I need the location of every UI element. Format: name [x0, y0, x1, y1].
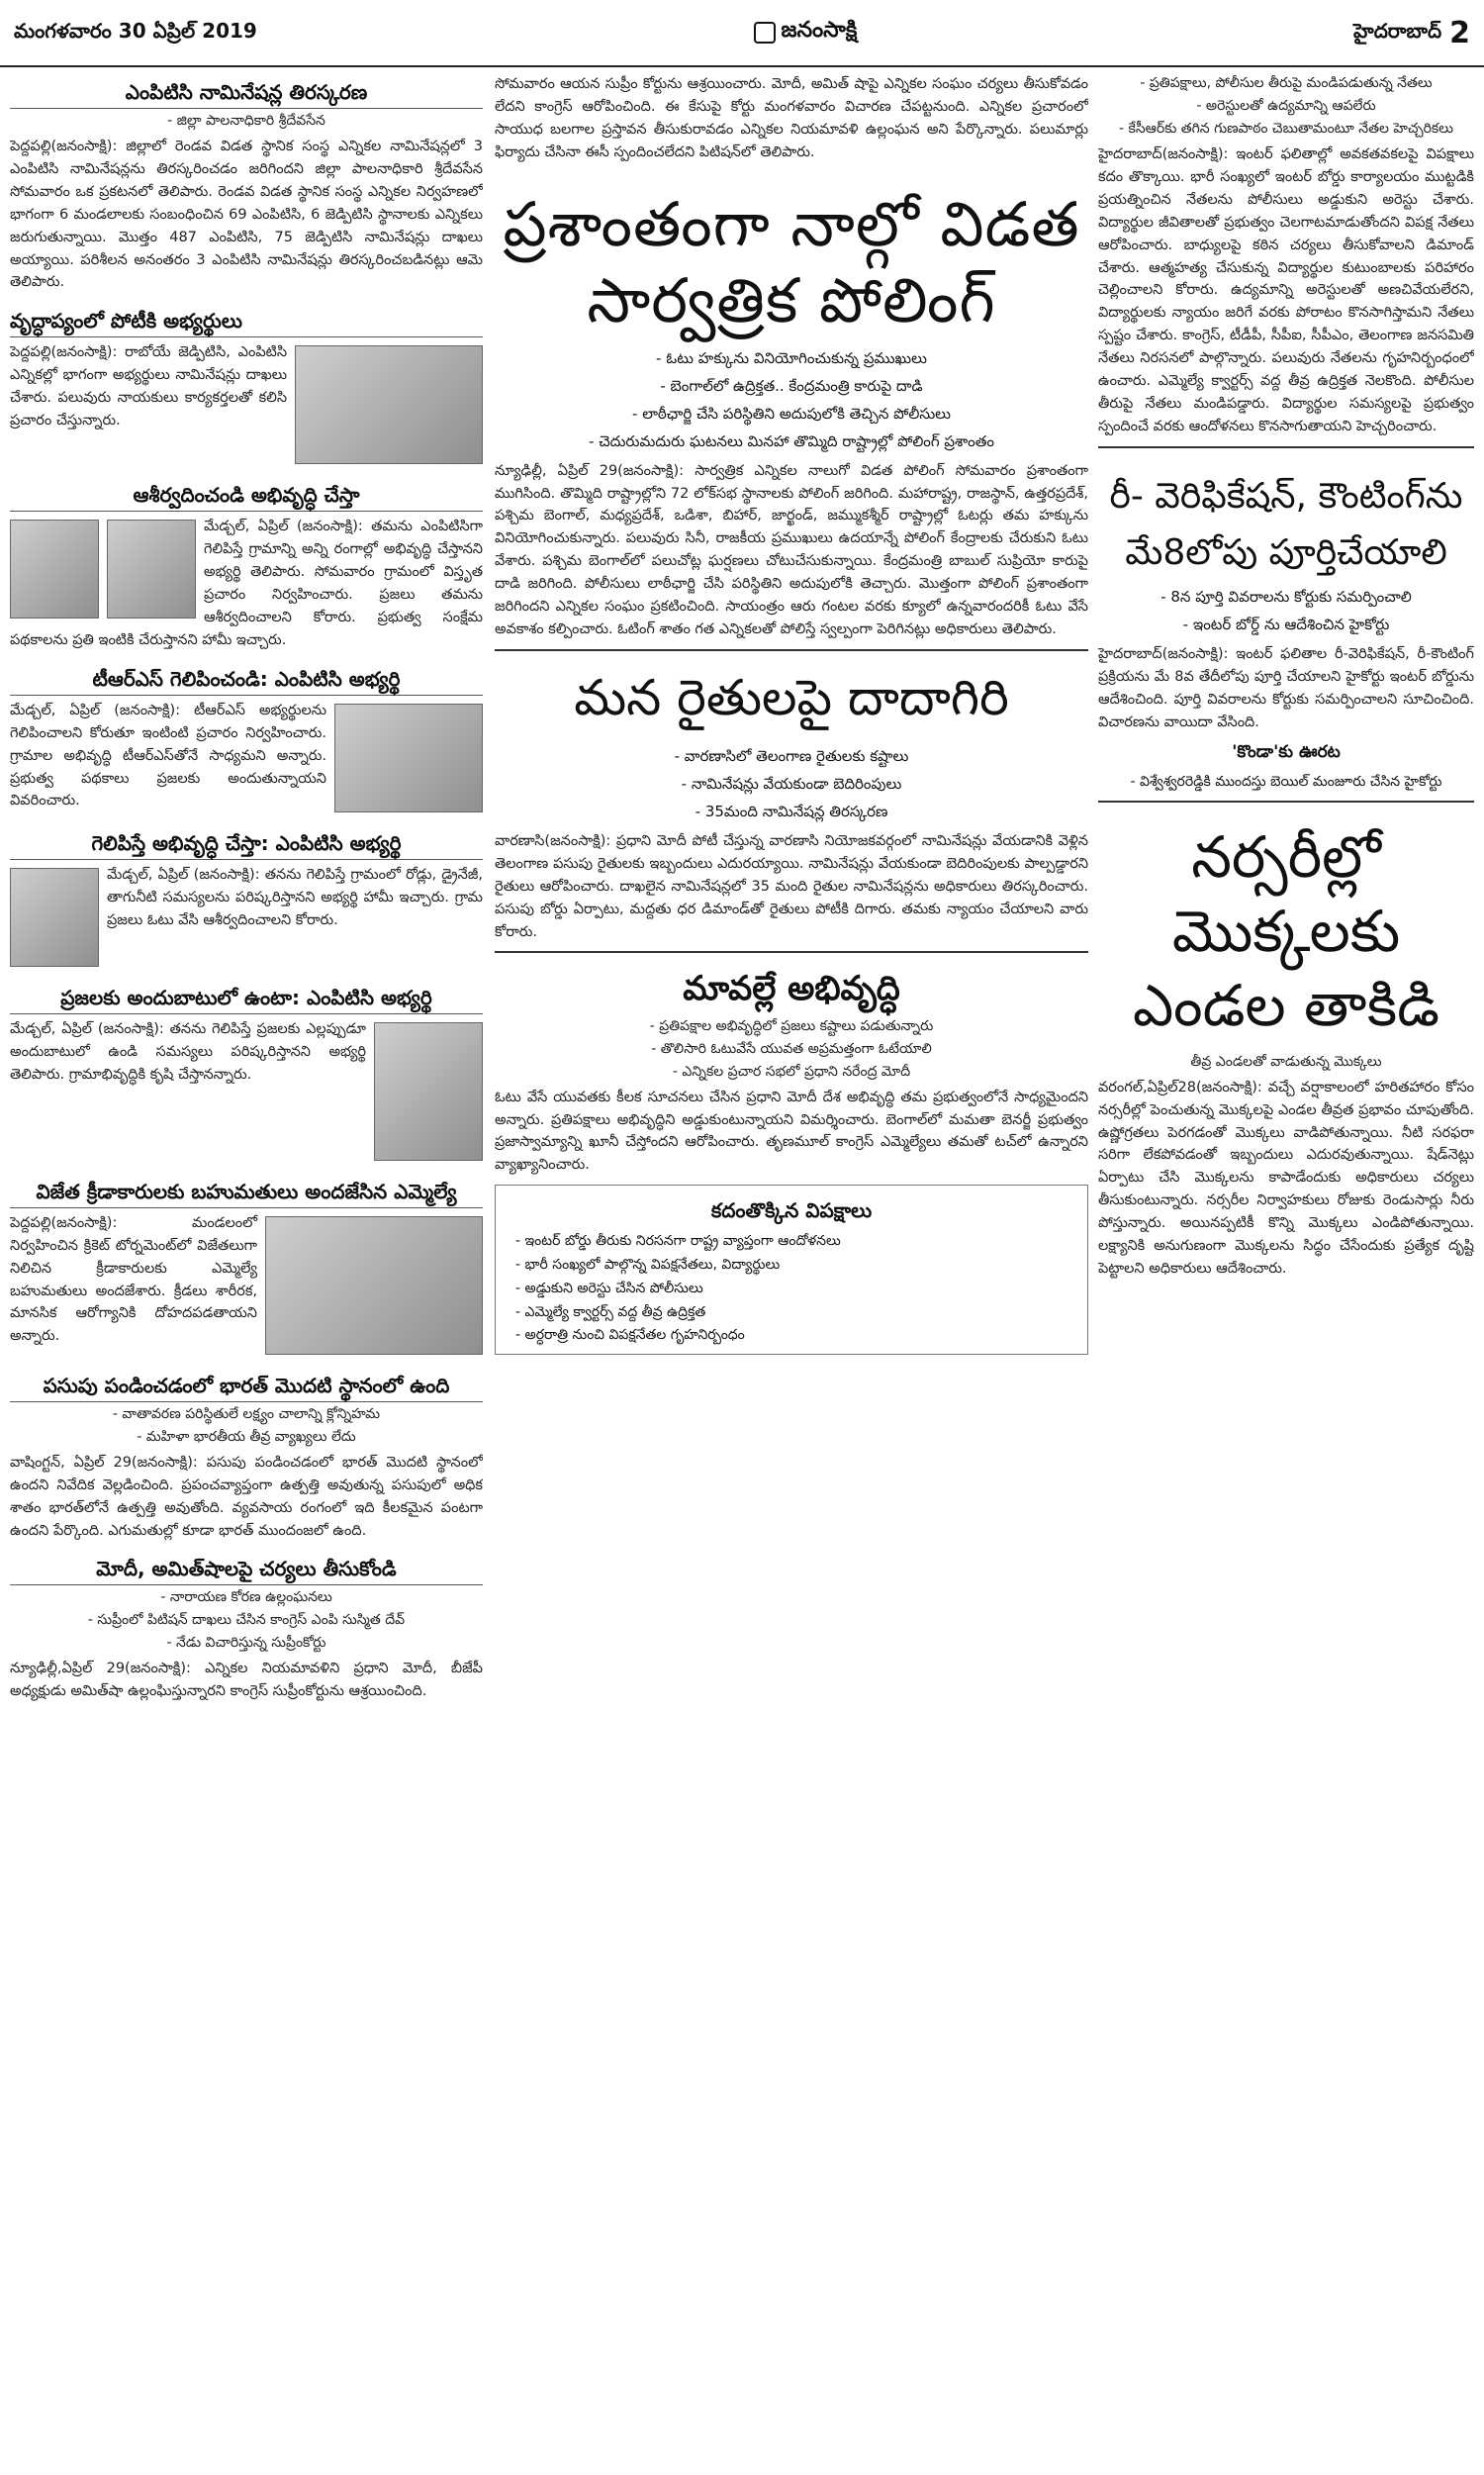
article-modi-shah-action	[10, 1550, 483, 1703]
page-number: 2	[1449, 15, 1470, 50]
article-accessible	[10, 979, 483, 1165]
masthead	[0, 0, 1484, 67]
paper-logo-icon	[754, 22, 776, 44]
article-subhead: - సుప్రీంలో పిటిషన్ దాఖలు చేసిన కాంగ్రెస్ ఎంపి సుస్మిత దేవ్	[87, 1612, 406, 1629]
article-turmeric	[10, 1367, 483, 1543]
article-reverification	[1098, 456, 1474, 734]
article-headline: నర్సరీల్లో మొక్కలకు ఎండల తాకిడి	[1132, 822, 1440, 1040]
article-development	[495, 961, 1088, 1177]
article-headline: విజేత క్రీడాకారులకు బహుమతులు అందజేసిన ఎమ్మెల్యే	[10, 1179, 483, 1208]
article-body: వరంగల్,ఏప్రిల్28(జనంసాక్షి): వచ్చే వర్షాకాలంలో హరితహారం కోసం నర్సరీల్లో పెంచుతున్న మొక్కలపై ఎండల తీవ్రత ప్రభావం చూపుతోంది. ఉష్ణోగ్రతలు పెరగడంతో మొక్కలు వాడిపోతున్నాయి. నీటి సరఫరా సరిగా లేకపోవడంతో ఇబ్బందులు ఎదురవుతున్నాయి. షేడ్‌నెట్లు ఏర్పాటు చేసి మొక్కలను కాపాడేందుకు అధికారులు చర్యలు తీసుకుంటున్నారు. నర్సరీల నిర్వాహకులు రోజుకు రెండుసార్లు నీరు పోస్తున్నారు. అయినప్పటికీ కొన్ని మొక్కలు ఎండిపోతున్నాయి. లక్ష్యానికి అనుగుణంగా మొక్కలను సిద్ధం చేసేందుకు ప్రత్యేక దృష్టి పెట్టాలని అధికారులు ఆదేశించారు.	[1098, 1079, 1474, 1278]
list-item: - ఎమ్మెల్యే క్వార్టర్స్ వద్ద తీవ్ర ఉద్రిక్తత	[515, 1301, 1077, 1325]
news-photo	[334, 704, 483, 812]
section-divider	[495, 951, 1088, 953]
paper-name	[754, 18, 858, 48]
article-headline: మన రైతులపై దాదాగిరి	[574, 668, 1009, 726]
article-body: పెద్దపల్లి(జనంసాక్షి): రాబోయే జెడ్పిటిసి, ఎంపిటిసి ఎన్నికల్లో భాగంగా అభ్యర్థులు నామినేషన్లు దాఖలు చేశారు. పలువురు నాయకులు కార్యకర్తలతో కలిసి ప్రచారం చేస్తున్నారు.	[10, 344, 287, 429]
article-body: మేడ్చల్, ఏప్రిల్ (జనంసాక్షి): తమను ఎంపిటిసిగా గెలిపిస్తే గ్రామాన్ని అన్ని రంగాల్లో అభివృద్ధి చేస్తానని అభ్యర్థి తెలిపారు. సోమవారం గ్రామంలో విస్తృత ప్రచారం నిర్వహించారు. ప్రజలు తమను ఆశీర్వదించాలని కోరారు. ప్రభుత్వ సంక్షేమ పథకాలను ప్రతి ఇంటికి చేరుస్తానని హామీ ఇచ్చారు.	[10, 519, 483, 648]
article-farmers	[495, 659, 1088, 944]
article-headline: వృద్ధాప్యంలో పోటీకి అభ్యర్థులు	[10, 308, 483, 337]
headline-point: - బెంగాల్‌లో ఉద్రిక్తత.. కేంద్రమంత్రి కారుపై దాడి	[660, 376, 923, 395]
article-candidates	[10, 302, 483, 468]
article-body: మేడ్చల్, ఏప్రిల్ (జనంసాక్షి): తనను గెలిపిస్తే ప్రజలకు ఎల్లప్పుడూ అందుబాటులో ఉండి సమస్యలు పరిష్కరిస్తానని అభ్యర్థి తెలిపారు. గ్రామాభివృద్ధికి కృషి చేస్తానన్నారు.	[10, 1020, 366, 1083]
article-byline: - జిల్లా పాలనాధికారి శ్రీదేవసేన	[167, 113, 325, 129]
headline-point: - ఓటు హక్కును వినియోగించుకున్న ప్రముఖులు	[656, 348, 927, 367]
lead-headline: ప్రశాంతంగా నాల్గో విడత సార్వత్రిక పోలింగ్	[503, 187, 1080, 337]
list-item: - భారీ సంఖ్యలో పాల్గొన్న విపక్షనేతలు, విద్యార్థులు	[515, 1254, 1077, 1278]
article-nursery	[1098, 810, 1474, 1281]
article-body: న్యూఢిల్లీ, ఏప్రిల్ 29(జనంసాక్షి): సార్వత్రిక ఎన్నికల నాలుగో విడత పోలింగ్ సోమవారం ప్రశాంతంగా ముగిసింది. తొమ్మిది రాష్ట్రాల్లోని 72 లోక్‌సభ స్థానాలకు పోలింగ్ జరిగింది. మహారాష్ట్ర, రాజస్థాన్, ఉత్తరప్రదేశ్, పశ్చిమ బెంగాల్, మధ్యప్రదేశ్, ఒడిశా, బిహార్, జార్ఖండ్, జమ్ముకశ్మీర్ రాష్ట్రాల్లో ఓటర్లు తమ హక్కును వినియోగించుకున్నారు. పలువురు సినీ, రాజకీయ ప్రముఖులు ఉదయాన్నే పోలింగ్ కేంద్రాలకు చేరుకుని ఓటు వేశారు. పశ్చిమ బెంగాల్‌లో పలుచోట్ల ఘర్షణలు చోటుచేసుకున్నాయి. కేంద్రమంత్రి బాబుల్ సుప్రియో కారుపై దాడి జరిగింది. పోలీసులు లాఠీఛార్జి చేసి పరిస్థితిని అదుపులోకి తెచ్చారు. మొత్తంగా పోలింగ్ ప్రశాంతంగా జరిగిందని ఎన్నికల సంఘం ప్రకటించింది. సాయంత్రం ఆరు గంటల వరకు క్యూలో ఉన్నవారందరికీ ఓటు వేసే అవకాశం కల్పించారు. ఓటింగ్ శాతం గత ఎన్నికలతో పోలిస్తే స్వల్పంగా పెరిగినట్లు అధికారులు తెలిపారు.	[495, 462, 1088, 637]
headline-point: - 35మంది నామినేషన్ల తిరస్కరణ	[695, 802, 888, 820]
section-divider	[495, 649, 1088, 651]
article-body: మేడ్చల్, ఏప్రిల్ (జనంసాక్షి): టీఆర్ఎస్ అభ్యర్థులను గెలిపించాలని కోరుతూ ఇంటింటి ప్రచారం నిర్వహించారు. గ్రామాల అభివృద్ధి టీఆర్ఎస్‌తోనే సాధ్యమని అన్నారు. ప్రభుత్వ పథకాలు ప్రజలకు అందుతున్నాయని వివరించారు.	[10, 702, 326, 809]
list-item: - అడ్డుకుని అరెస్టు చేసిన పోలీసులు	[515, 1278, 1077, 1301]
article-body: వారణాసి(జనంసాక్షి): ప్రధాని మోదీ పోటీ చేస్తున్న వారణాసి నియోజకవర్గంలో నామినేషన్లు వేయడానికి వెళ్లిన తెలంగాణ పసుపు రైతులకు ఇబ్బందులు ఎదురయ్యాయి. నామినేషన్లు వేయకుండా బెదిరింపులకు పాల్పడ్డారని రైతులు ఆరోపించారు. దాఖలైన నామినేషన్లలో 35 మంది రైతుల నామినేషన్లను అధికారులు తిరస్కరించారు. పసుపు బోర్డు ఏర్పాటు, మద్దతు ధర డిమాండ్‌తో రైతులు పోటీకి దిగారు. తమకు న్యాయం చేయాలని వారు కోరారు.	[495, 832, 1088, 940]
article-body: న్యూఢిల్లీ,ఏప్రిల్ 29(జనంసాక్షి): ఎన్నికల నియమావళిని ప్రధాని మోదీ, బీజేపీ అధ్యక్షుడు అమిత్‌షా ఉల్లంఘిస్తున్నారని కాంగ్రెస్ సుప్రీంకోర్టును ఆశ్రయించింది.	[10, 1661, 483, 1700]
article-subhead: - అరెస్టులతో ఉద్యమాన్ని ఆపలేరు	[1196, 98, 1376, 114]
headline-point: - వారణాసిలో తెలంగాణ రైతులకు కష్టాలు	[674, 746, 909, 765]
article-subhead: - కేసీఆర్‌కు తగిన గుణపాఠం చెబుతామంటూ నేతల హెచ్చరికలు	[1119, 121, 1453, 137]
headline-point: - 8న పూర్తి వివరాలను కోర్టుకు సమర్పించాలి	[1160, 587, 1412, 606]
box-list	[506, 1230, 1077, 1348]
edition-city: హైదరాబాద్	[1353, 18, 1442, 43]
article-polling	[495, 172, 1088, 641]
list-item: - అర్ధరాత్రి నుంచి విపక్షనేతల గృహనిర్బంధం	[515, 1324, 1077, 1348]
article-subhead: - నారాయణ కోరణ ఉల్లంఘనలు	[160, 1589, 332, 1606]
candidate-photo	[374, 1022, 483, 1161]
article-headline: రీ- వెరిఫికేషన్, కౌంటింగ్‌ను మే8లోపు పూర్తిచేయాలి	[1109, 475, 1463, 574]
article-subhead: - ఎన్నికల ప్రచార సభలో ప్రధాని నరేంద్ర మోదీ	[672, 1063, 911, 1080]
headline-point: - ఇంటర్ బోర్డ్ ను ఆదేశించిన హైకోర్టు	[1182, 615, 1390, 633]
article-subhead: తీవ్ర ఎండలతో వాడుతున్న మొక్కలు	[1190, 1053, 1382, 1070]
article-mptc-rejection	[10, 73, 483, 294]
box-title: కదంతొక్కిన విపక్షాలు	[710, 1198, 873, 1223]
article-headline: టీఆర్ఎస్ గెలిపించండి: ఎంపిటిసి అభ్యర్థి	[10, 666, 483, 696]
section-divider	[1098, 446, 1474, 448]
article-body: పెద్దపల్లి(జనంసాక్షి): జిల్లాలో రెండవ విడత స్థానిక సంస్థ ఎన్నికల నామినేషన్లలో 3 ఎంపిటిసి నామినేషన్లను తిరస్కరించడం జరిగిందని జిల్లా పాలనాధికారి శ్రీదేవసేన సోమవారం ఒక ప్రకటనలో తెలిపారు. రెండవ విడత స్థానిక సంస్థ ఎన్నికల నిర్వహణలో భాగంగా 6 మండలాలకు సంబంధించిన 69 ఎంపిటిసి, 6 జెడ్పిటిసి స్థానాలకు ఎన్నికలు జరుగుతున్నాయి. మొత్తం 487 ఎంపిటిసి, 75 జెడ్పిటిసి నామినేషన్లు దాఖలు అయ్యాయి. పరిశీలన అనంతరం 3 ఎంపిటిసి నామినేషన్లు తిరస్కరించబడినట్లు ఆమె తెలిపారు.	[10, 139, 483, 291]
article-continued	[495, 73, 1088, 164]
article-trs-win	[10, 660, 483, 816]
article-body: హైదరాబాద్(జనంసాక్షి): ఇంటర్ ఫలితాల రీ-వెరిఫికేషన్, రీ-కౌంటింగ్ ప్రక్రియను మే 8వ తేదీలోపు పూర్తి చేయాలని హైకోర్టు ఇంటర్ బోర్డును ఆదేశించింది. పూర్తి వివరాలను కోర్టుకు సమర్పించాలని సూచించింది. విచారణను వాయిదా వేసింది.	[1098, 645, 1474, 730]
article-bless-me	[10, 476, 483, 651]
section-divider	[1098, 801, 1474, 803]
column-center	[495, 73, 1088, 2468]
highlights-box	[495, 1185, 1088, 1355]
issue-date: మంగళవారం 30 ఏప్రిల్ 2019	[14, 18, 257, 43]
candidate-photo	[107, 520, 196, 619]
article-headline: గెలిపిస్తే అభివృద్ధి చేస్తా: ఎంపిటిసి అభ్యర్థి	[10, 830, 483, 860]
article-body: ఓటు వేసే యువతకు కీలక సూచనలు చేసిన ప్రధాని మోదీ దేశ అభివృద్ధి తమ ప్రభుత్వంలోనే సాధ్యమైందని అన్నారు. ప్రతిపక్షాలు అభివృద్ధిని అడ్డుకుంటున్నాయని విమర్శించారు. బెంగాల్‌లో మమతా బెనర్జీ ప్రభుత్వం ప్రజాస్వామ్యాన్ని ఖూనీ చేస్తోందని ఆరోపించారు. తృణమూల్ కాంగ్రెస్ ఎమ్మెల్యేలు తమతో టచ్‌లో ఉన్నారని వ్యాఖ్యానించారు.	[495, 1089, 1088, 1174]
brief-subhead: - విశ్వేశ్వరరెడ్డికి ముందస్తు బెయిల్ మంజూరు చేసిన హైకోర్టు	[1130, 773, 1442, 790]
paper-title: జనంసాక్షి	[781, 18, 858, 43]
article-body: వాషింగ్టన్, ఏప్రిల్ 29(జనంసాక్షి): పసుపు పండించడంలో భారత్ మొదటి స్థానంలో ఉందని నివేదిక వెల్లడించింది. ప్రపంచవ్యాప్తంగా ఉత్పత్తి అవుతున్న పసుపులో అధిక శాతం భారత్‌లోనే ఉత్పత్తి అవుతోంది. వ్యవసాయ రంగంలో ఇది కీలకమైన పంటగా ఉందని పేర్కొంది. ఎగుమతుల్లో కూడా భారత్ ముందంజలో ఉంది.	[10, 1454, 483, 1539]
headline-point: - చెదురుమదురు ఘటనలు మినహా తొమ్మిది రాష్ట్రాల్లో పోలింగ్ ప్రశాంతం	[589, 431, 994, 450]
article-body: హైదరాబాద్(జనంసాక్షి): ఇంటర్ ఫలితాల్లో అవకతవకలపై విపక్షాలు కదం తొక్కాయి. భారీ సంఖ్యలో ఇంటర్ బోర్డు కార్యాలయం ముట్టడికి ప్రయత్నించిన నేతలను పోలీసులు అడ్డుకుని అరెస్టు చేశారు. విద్యార్థుల జీవితాలతో ప్రభుత్వం చెలగాటమాడుతోందని విపక్ష నేతలు ఆరోపించారు. బాధ్యులపై కఠిన చర్యలు తీసుకోవాలని డిమాండ్ చేశారు. ఆత్మహత్య చేసుకున్న విద్యార్థుల కుటుంబాలకు పరిహారం చెల్లించాలని కోరారు. ఉద్యమాన్ని అరెస్టులతో అణచివేయలేరని, విద్యార్థులకు న్యాయం జరిగే వరకు పోరాటం కొనసాగిస్తామని నేతలు స్పష్టం చేశారు. కాంగ్రెస్, టీడీపీ, సీపీఐ, సీపీఎం, తెలంగాణ జనసమితి నేతలు నిరసనలో పాల్గొన్నారు. పలువురు నేతలను గృహనిర్బంధంలో ఉంచారు. ఎమ్మెల్యే క్వార్టర్స్ వద్ద తీవ్ర ఉద్రిక్తత నెలకొంది. పోలీసుల తీరుపై నేతలు మండిపడ్డారు. విద్యార్థుల సమస్యలపై ప్రభుత్వం స్పందించే వరకు ఆందోళనలు కొనసాగుతాయని హెచ్చరించారు.	[1098, 146, 1474, 434]
candidate-photo	[10, 868, 99, 967]
brief-headline: 'కొండా'కు ఊరట	[1232, 741, 1341, 762]
article-body: సోమవారం ఆయన సుప్రీం కోర్టును ఆశ్రయించారు. మోదీ, అమిత్ షాపై ఎన్నికల సంఘం చర్యలు తీసుకోవడం లేదని కాంగ్రెస్ ఆరోపించింది. ఈ కేసుపై కోర్టు మంగళవారం విచారణ చేపట్టనుంది. ఎన్నికల ప్రచారంలో సాయుధ బలగాల ప్రస్తావన తీసుకురావడం ఎన్నికల నియమావళి ఉల్లంఘన అని పేర్కొన్నారు. పలుమార్లు ఫిర్యాదు చేసినా ఈసీ స్పందించలేదని పిటిషన్‌లో తెలిపారు.	[495, 76, 1088, 160]
article-subhead: - వాతావరణ పరిస్థితులే లక్ష్యం చాలాన్ని క్లోన్నిహమ	[112, 1405, 381, 1422]
article-body: పెద్దపల్లి(జనంసాక్షి): మండలంలో నిర్వహించిన క్రికెట్ టోర్నమెంట్‌లో విజేతలుగా నిలిచిన క్రీడాకారులకు ఎమ్మెల్యే బహుమతులు అందజేశారు. క్రీడలు శారీరక, మానసిక ఆరోగ్యానికి దోహదపడతాయని అన్నారు.	[10, 1214, 257, 1345]
edition	[1353, 16, 1470, 50]
article-subhead: - మహిళా భారతీయ తీవ్ర వ్యాఖ్యలు లేదు	[137, 1428, 356, 1445]
list-item: - ఇంటర్ బోర్డు తీరుకు నిరసనగా రాష్ట్ర వ్యాప్తంగా ఆందోళనలు	[515, 1230, 1077, 1254]
article-headline: ఎంపిటిసి నామినేషన్ల తిరస్కరణ	[10, 79, 483, 109]
article-headline: ప్రజలకు అందుబాటులో ఉంటా: ఎంపిటిసి అభ్యర్థి	[10, 985, 483, 1014]
article-body: మేడ్చల్, ఏప్రిల్ (జనంసాక్షి): తనను గెలిపిస్తే గ్రామంలో రోడ్లు, డ్రైనేజీ, తాగునీటి సమస్యలను పరిష్కరిస్తానని అభ్యర్థి హామీ ఇచ్చారు. గ్రామ ప్రజలు ఓటు వేసి ఆశీర్వదించాలని కోరారు.	[107, 866, 483, 928]
article-subhead: - తొలిసారి ఓటువేసే యువత అప్రమత్తంగా ఓటేయాలి	[651, 1040, 932, 1057]
news-photo	[295, 345, 483, 464]
column-left	[10, 73, 483, 2468]
column-right	[1098, 73, 1474, 2468]
news-photo	[265, 1216, 483, 1355]
article-subhead: - ప్రతిపక్షాల అభివృద్ధిలో ప్రజలు కష్టాలు పడుతున్నారు	[649, 1017, 934, 1034]
article-headline: మావల్లే అభివృద్ధి	[683, 969, 900, 1009]
article-subhead: - ప్రతిపక్షాలు, పోలీసుల తీరుపై మండిపడుతున్న నేతలు	[1140, 75, 1433, 91]
article-headline: ఆశీర్వదించండి అభివృద్ధి చేస్తా	[10, 482, 483, 512]
headline-point: - నామినేషన్లు వేయకుండా బెదిరింపులు	[681, 774, 902, 793]
candidate-photo	[10, 520, 99, 619]
article-develop	[10, 824, 483, 971]
article-subhead: - నేడు విచారిస్తున్న సుప్రీంకోర్టు	[166, 1635, 326, 1652]
article-headline: పసుపు పండించడంలో భారత్ మొదటి స్థానంలో ఉంది	[10, 1373, 483, 1402]
article-headline: మోదీ, అమిత్‌షాలపై చర్యలు తీసుకోండి	[10, 1556, 483, 1585]
headline-point: - లాఠీఛార్జి చేసి పరిస్థితిని అదుపులోకి తెచ్చిన పోలీసులు	[632, 404, 951, 423]
article-protests	[1098, 73, 1474, 438]
article-sports-prizes	[10, 1173, 483, 1359]
